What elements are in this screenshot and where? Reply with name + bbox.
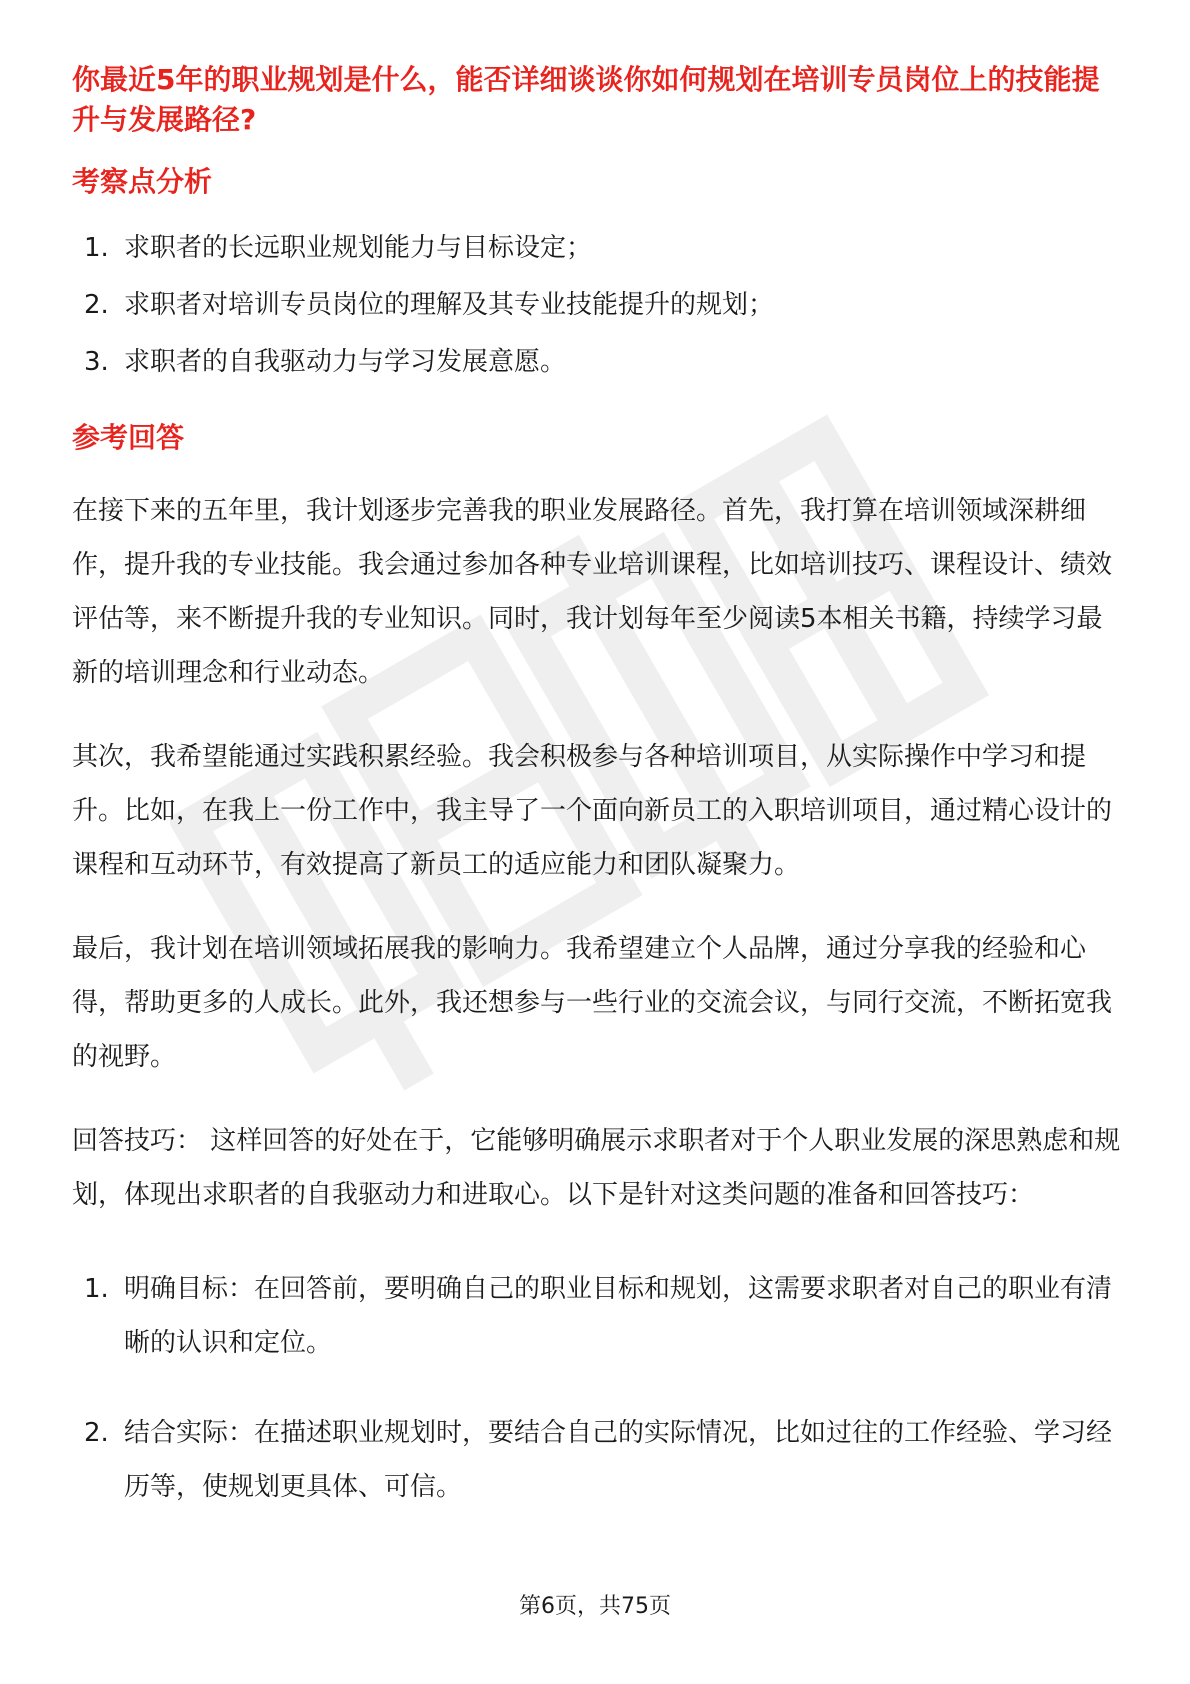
list-item-text: 结合实际：在描述职业规划时，要结合自己的实际情况，比如过往的工作经验、学习经历等，使规划更具体、可信。 xyxy=(124,1418,1113,1502)
answer-paragraph: 最后，我计划在培训领域拓展我的影响力。我希望建立个人品牌，通过分享我的经验和心得，帮助更多的人成长。此外，我还想参与一些行业的交流会议，与同行交流，不断拓宽我的视野。 xyxy=(72,934,1113,1072)
answer-heading: 参考回答 xyxy=(72,421,185,454)
answer-paragraph: 其次，我希望能通过实践积累经验。我会积极参与各种培训项目，从实际操作中学习和提升。比如，在我上一份工作中，我主导了一个面向新员工的入职培训项目，通过精心设计的课程和互动环节，有效提高了新员工的适应能力和团队凝聚力。 xyxy=(72,742,1113,880)
analysis-points-list xyxy=(72,230,1122,380)
analysis-heading: 考察点分析 xyxy=(72,165,213,198)
list-item-number: 3. xyxy=(84,347,109,377)
list-item-number: 2. xyxy=(84,1418,109,1448)
list-item xyxy=(72,1406,1122,1514)
list-item xyxy=(72,287,1122,323)
page-number-footer: 第6页，共75页 xyxy=(519,1594,671,1619)
answer-tips-intro: 回答技巧： 这样回答的好处在于，它能够明确展示求职者对于个人职业发展的深思熟虑和规划，体现出求职者的自我驱动力和进取心。以下是针对这类问题的准备和回答技巧： xyxy=(72,1126,1121,1210)
list-item-number: 1. xyxy=(84,233,109,263)
list-item-number: 1. xyxy=(84,1274,109,1304)
list-item-number: 2. xyxy=(84,290,109,320)
list-item-text: 求职者的自我驱动力与学习发展意愿。 xyxy=(124,347,567,377)
document-body xyxy=(72,60,1122,1550)
question-title: 你最近5年的职业规划是什么，能否详细谈谈你如何规划在培训专员岗位上的技能提升与发展路径? xyxy=(72,63,1100,136)
list-item-text: 明确目标：在回答前，要明确自己的职业目标和规划，这需要求职者对自己的职业有清晰的认识和定位。 xyxy=(124,1274,1113,1358)
list-item xyxy=(72,1262,1122,1370)
list-item-text: 求职者的长远职业规划能力与目标设定； xyxy=(124,233,593,263)
list-item xyxy=(72,230,1122,266)
list-item xyxy=(72,344,1122,380)
list-item-text: 求职者对培训专员岗位的理解及其专业技能提升的规划； xyxy=(124,290,775,320)
answer-tips-list xyxy=(72,1262,1122,1514)
answer-paragraph: 在接下来的五年里，我计划逐步完善我的职业发展路径。首先，我打算在培训领域深耕细作，提升我的专业技能。我会通过参加各种专业培训课程，比如培训技巧、课程设计、绩效评估等，来不断提升我的专业知识。同时，我计划每年至少阅读5本相关书籍，持续学习最新的培训理念和行业动态。 xyxy=(72,496,1113,688)
